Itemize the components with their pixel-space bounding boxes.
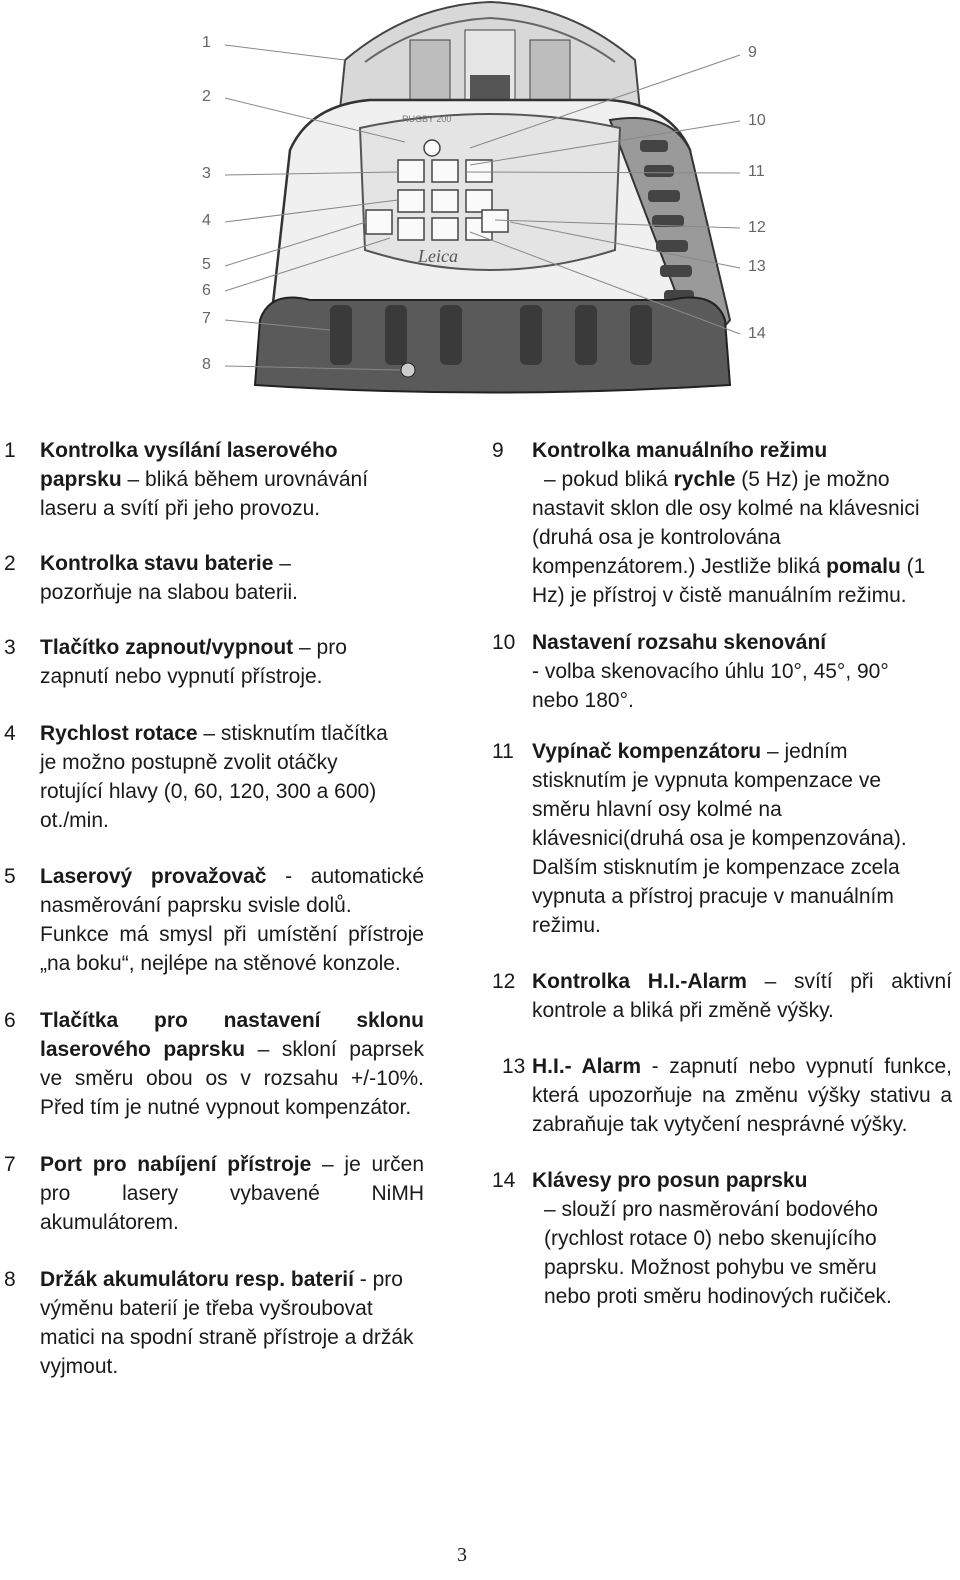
item-text: – pro zapnutí nebo vypnutí přístroje. <box>40 636 347 688</box>
list-item <box>0 719 440 835</box>
callout-13: 13 <box>748 258 766 275</box>
item-title: Port pro nabíjení přístroje <box>40 1153 312 1176</box>
item-title: H.I.- Alarm <box>532 1055 642 1078</box>
item-title: Držák akumulátoru resp. baterií <box>40 1268 354 1291</box>
callout-10: 10 <box>748 112 766 129</box>
list-item <box>0 633 440 691</box>
callout-14: 14 <box>748 325 766 342</box>
item-emphasis: pomalu <box>826 555 901 578</box>
item-number: 4 <box>4 722 16 745</box>
item-number: 9 <box>492 439 504 462</box>
item-emphasis: rychle <box>673 468 736 491</box>
callout-3: 3 <box>202 165 211 182</box>
item-number: 13 <box>502 1055 526 1078</box>
item-text: – pokud bliká <box>544 468 674 491</box>
page-number: 3 <box>457 1544 467 1566</box>
item-title: Kontrolka stavu baterie <box>40 552 274 575</box>
item-title: Klávesy pro posun paprsku <box>532 1169 808 1192</box>
list-item <box>0 436 440 523</box>
rotating-laser-illustration <box>170 0 800 410</box>
item-number: 2 <box>4 552 16 575</box>
item-text: – stisknutím tlačítka je možno postupně zvolit otáčky rotující hlavy (0, 60, 120, 300 a 600) ot./min. <box>40 722 388 832</box>
product-figure <box>170 0 800 410</box>
list-item <box>0 1265 440 1381</box>
item-text: – svítí při aktivní kontrole a bliká při změně výšky. <box>532 970 952 1022</box>
item-number: 6 <box>4 1009 16 1032</box>
list-item <box>0 1150 440 1237</box>
item-text: – pozorňuje na slabou baterii. <box>40 552 299 604</box>
callout-5: 5 <box>202 256 211 273</box>
list-item <box>492 967 954 1025</box>
item-text: – je určen pro lasery vybavené NiMH akumulátorem. <box>40 1153 425 1234</box>
list-item <box>492 737 954 940</box>
list-item <box>0 862 440 978</box>
list-item <box>492 436 954 610</box>
list-item <box>492 1052 954 1139</box>
callout-9: 9 <box>748 44 757 61</box>
callout-4: 4 <box>202 212 211 229</box>
right-column <box>492 436 954 1311</box>
callout-1: 1 <box>202 34 211 51</box>
item-text: – jedním stisknutím je vypnuta kompenzace ve směru hlavní osy kolmé na klávesnici(druhá osa je kompenzována). Dalším stisknutím je kompenzace zcela vypnuta a přístroj pracuje v manuálním režimu. <box>532 740 907 937</box>
item-number: 11 <box>492 740 514 763</box>
list-item <box>0 549 440 607</box>
item-text: (1 Hz) je přístroj v čistě manuálním režimu. <box>532 555 926 607</box>
callout-2: 2 <box>202 88 211 105</box>
item-number: 12 <box>492 970 516 993</box>
callout-6: 6 <box>202 282 211 299</box>
model-label: RUGBY 200 <box>402 114 452 124</box>
item-text: – skloní paprsek ve směru obou os v rozsahu +/-10%. Před tím je nutné vypnout kompenzátor. <box>40 1038 424 1119</box>
item-title: Tlačítko zapnout/vypnout <box>40 636 294 659</box>
list-item <box>492 1166 954 1311</box>
item-text: - pro výměnu baterií je třeba vyšroubovat matici na spodní straně přístroje a držák vyjmout. <box>40 1268 414 1378</box>
left-column <box>0 436 440 1381</box>
item-text-continued: Funkce má smysl při umístění přístroje „na boku“, nejlépe na stěnové konzole. <box>40 923 424 975</box>
list-item <box>492 628 954 715</box>
item-number: 7 <box>4 1153 16 1176</box>
item-number: 1 <box>4 439 16 462</box>
brand-label: Leica <box>418 246 458 266</box>
item-title: Tlačítka pro nastavení sklonu laserového paprsku <box>40 1009 424 1061</box>
item-number: 14 <box>492 1169 516 1192</box>
item-title: Kontrolka manuálního režimu <box>532 439 828 462</box>
item-title: Kontrolka H.I.-Alarm <box>532 970 747 993</box>
item-text: - zapnutí nebo vypnutí funkce, která upozorňuje na změnu výšky stativu a zabraňuje tak vytyčení nesprávné výšky. <box>532 1055 952 1136</box>
item-text: - volba skenovacího úhlu 10°, 45°, 90° nebo 180°. <box>532 660 889 712</box>
item-title: Laserový provažovač <box>40 865 267 888</box>
callout-12: 12 <box>748 219 766 236</box>
item-title: Kontrolka vysílání laserového paprsku <box>40 439 338 491</box>
item-number: 8 <box>4 1268 16 1291</box>
item-text: – bliká během urovnávání laseru a svítí při jeho provozu. <box>40 468 369 520</box>
item-number: 10 <box>492 631 516 654</box>
item-text: – slouží pro nasměrování bodového (rychlost rotace 0) nebo skenujícího paprsku. Možnost pohybu ve směru nebo proti směru hodinových ručiček. <box>544 1198 892 1308</box>
item-text: (5 Hz) je možno nastavit sklon dle osy kolmé na klávesnici (druhá osa je kontrolována kompenzátorem.) Jestliže bliká <box>532 468 920 578</box>
callout-11: 11 <box>748 163 765 180</box>
item-number: 5 <box>4 865 16 888</box>
item-number: 3 <box>4 636 16 659</box>
item-title: Vypínač kompenzátoru <box>532 740 762 763</box>
list-item <box>0 1006 440 1122</box>
item-title: Nastavení rozsahu skenování <box>532 631 827 654</box>
item-title: Rychlost rotace <box>40 722 198 745</box>
item-text: - automatické nasměrování paprsku svisle dolů. <box>40 865 425 917</box>
callout-7: 7 <box>202 310 211 327</box>
callout-8: 8 <box>202 356 211 373</box>
